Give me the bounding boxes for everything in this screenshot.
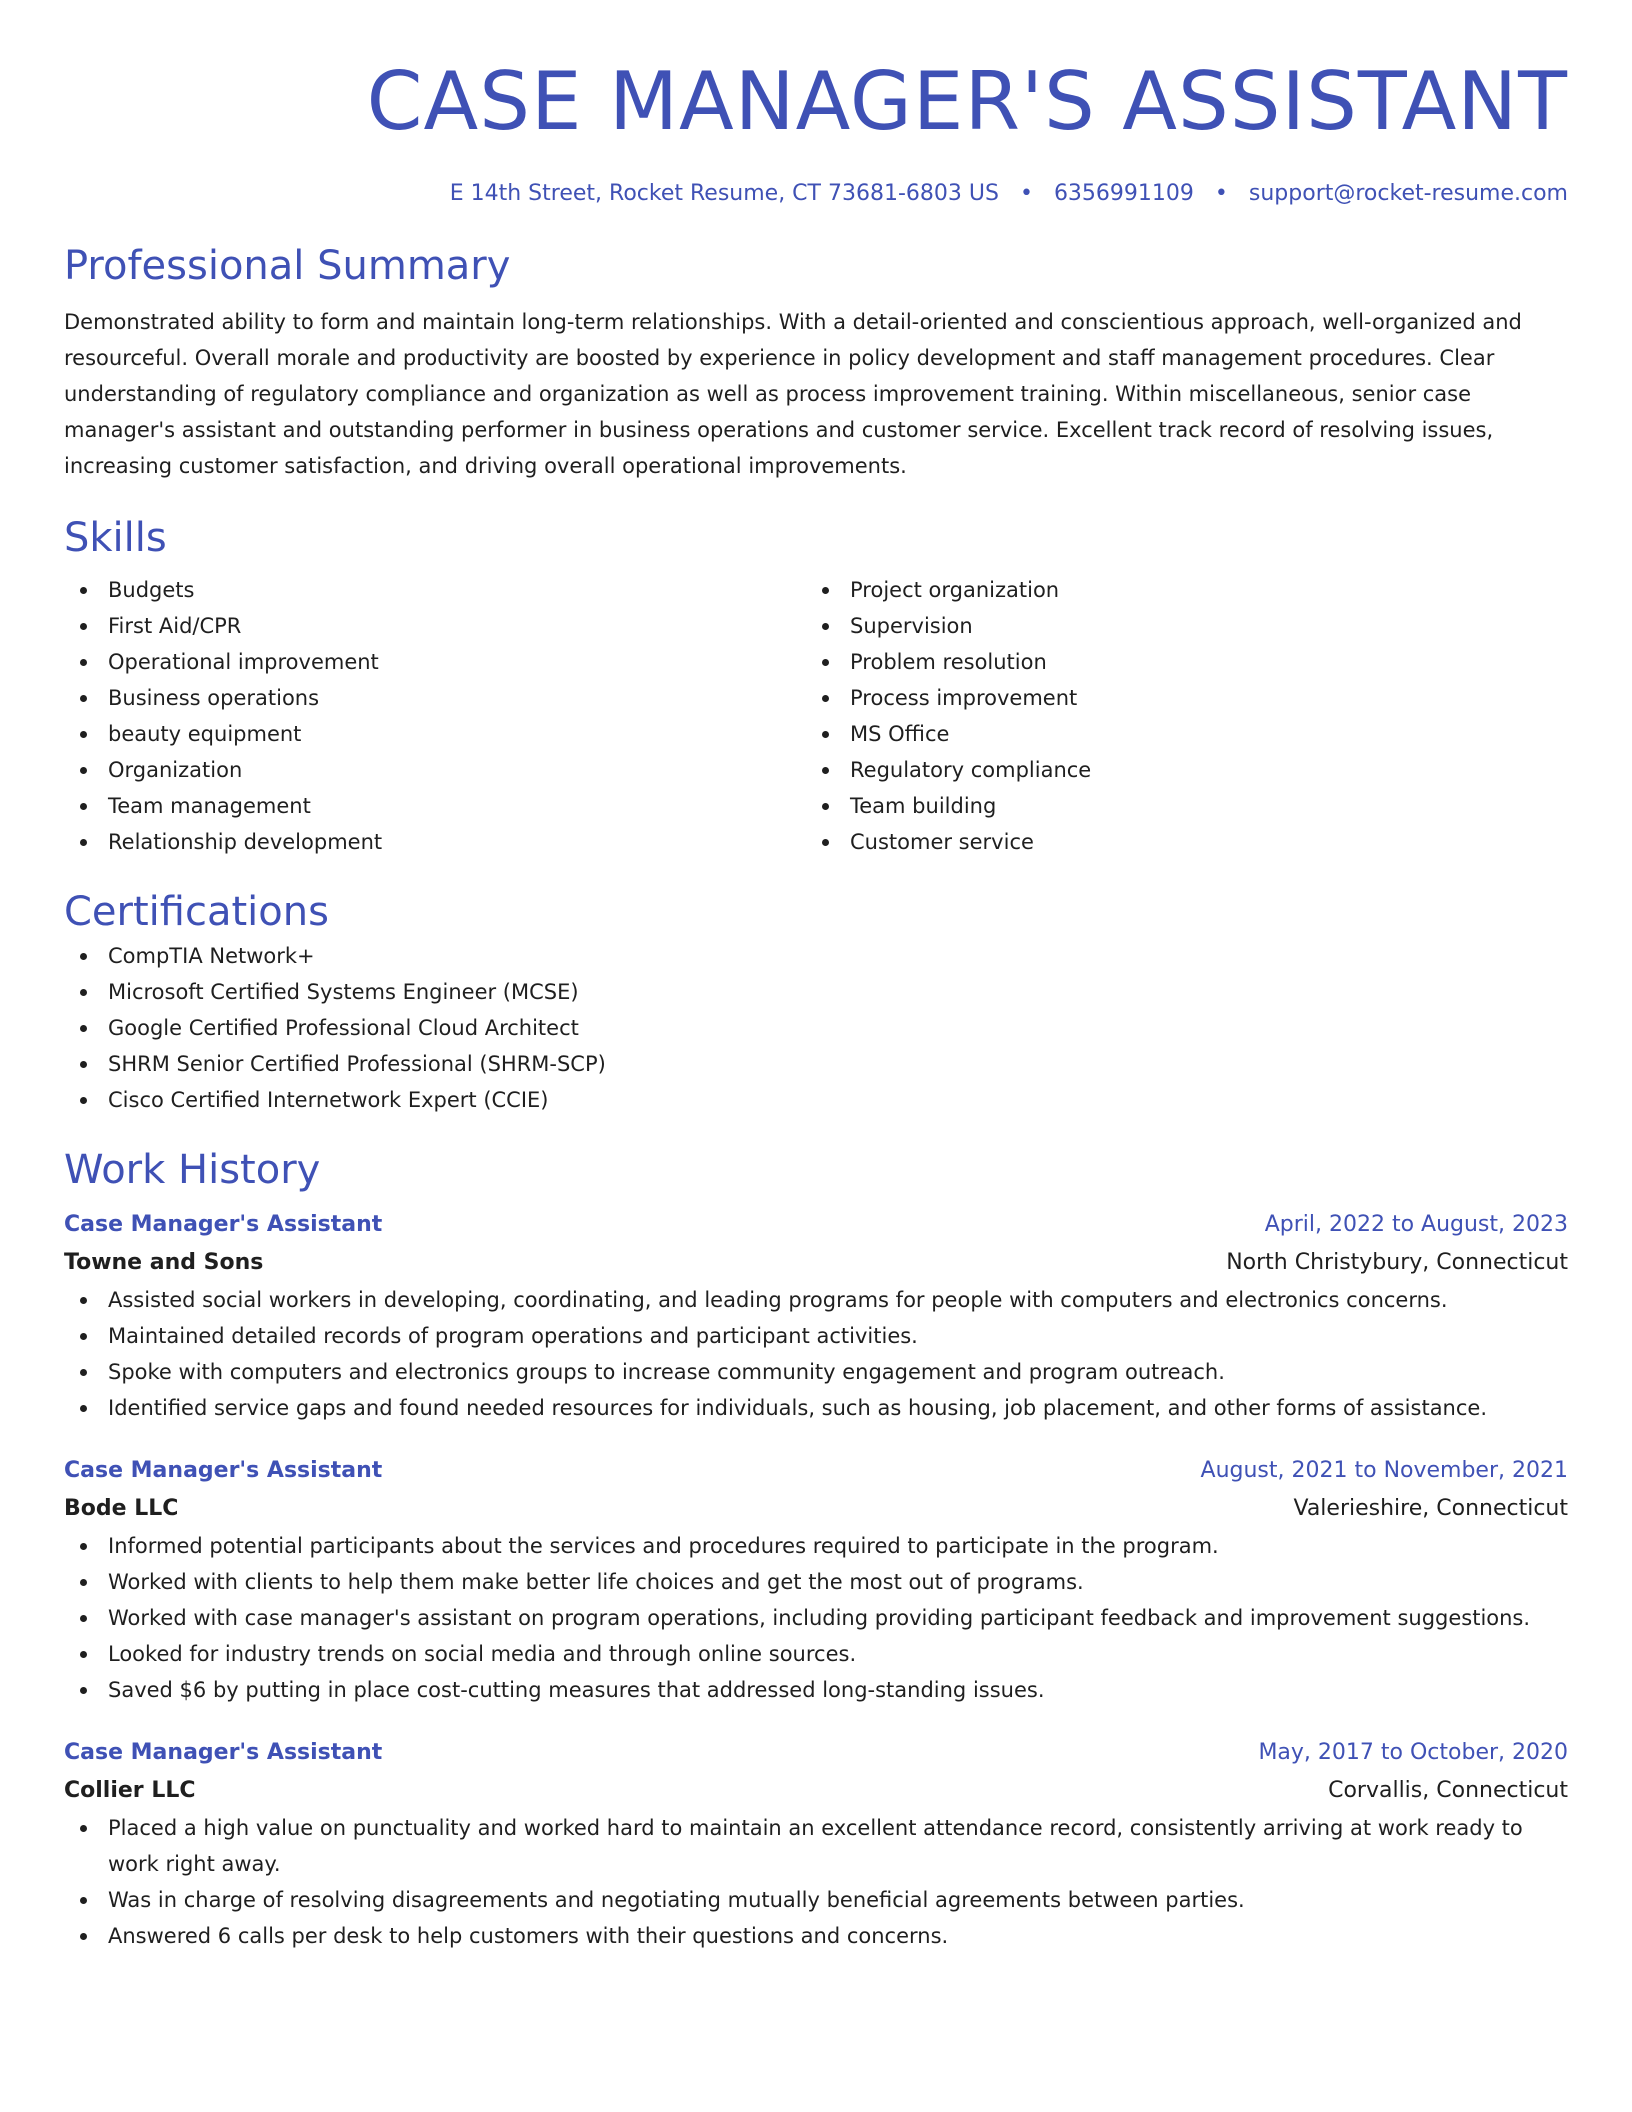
- skill-item: MS Office: [806, 716, 1548, 752]
- job-role: Case Manager's Assistant: [64, 1740, 383, 1765]
- job-location: Corvallis, Connecticut: [1328, 1778, 1568, 1803]
- job-company-row: [64, 1244, 1568, 1282]
- summary-heading: Professional Summary: [64, 243, 511, 289]
- skill-item: Project organization: [806, 572, 1548, 608]
- job-duty: Informed potential participants about the services and procedures required to participate in the program.: [64, 1528, 1568, 1564]
- job-company-row: [64, 1772, 1568, 1810]
- contact-address: E 14th Street, Rocket Resume, CT 73681-6803 US: [449, 181, 999, 206]
- job-dates: April, 2022 to August, 2023: [1264, 1212, 1568, 1237]
- job-entry: [64, 1734, 1568, 1954]
- job-location: North Christybury, Connecticut: [1226, 1250, 1568, 1275]
- job-duty: Worked with clients to help them make better life choices and get the most out of programs.: [64, 1564, 1568, 1600]
- job-company-row: [64, 1490, 1568, 1528]
- job-duty: Spoke with computers and electronics groups to increase community engagement and program outreach.: [64, 1354, 1568, 1390]
- job-role: Case Manager's Assistant: [64, 1212, 383, 1237]
- contact-separator: •: [1019, 181, 1033, 206]
- job-duty: Answered 6 calls per desk to help customers with their questions and concerns.: [64, 1918, 1568, 1954]
- job-duties: [64, 1528, 1568, 1708]
- job-duty: Identified service gaps and found needed resources for individuals, such as housing, job placement, and other forms of assistance.: [64, 1390, 1568, 1426]
- skill-item: Regulatory compliance: [806, 752, 1548, 788]
- job-duty: Saved $6 by putting in place cost-cutting measures that addressed long-standing issues.: [64, 1672, 1568, 1708]
- skills-list-right: [806, 572, 1548, 860]
- job-duty: Was in charge of resolving disagreements and negotiating mutually beneficial agreements between parties.: [64, 1882, 1568, 1918]
- job-duty: Placed a high value on punctuality and worked hard to maintain an excellent attendance record, consistently arriving at work ready to work right away.: [64, 1810, 1568, 1882]
- skill-item: Customer service: [806, 824, 1548, 860]
- job-entry: [64, 1206, 1568, 1426]
- certification-item: Microsoft Certified Systems Engineer (MCSE): [64, 974, 1568, 1010]
- certifications-list: [64, 938, 1568, 1118]
- skills-heading: Skills: [64, 515, 167, 561]
- summary-text: Demonstrated ability to form and maintain long-term relationships. With a detail-oriented and conscientious approach, well-organized and resourceful. Overall morale and productivity are boosted by experience in policy development and staff management procedures. Clear understanding of regulatory compliance and organization as well as process improvement training. Within miscellaneous, senior case manager's assistant and outstanding performer in business operations and customer service. Excellent track record of resolving issues, increasing customer satisfaction, and driving overall operational improvements.: [64, 310, 1522, 478]
- contact-line: [64, 178, 1568, 210]
- certification-item: SHRM Senior Certified Professional (SHRM-SCP): [64, 1046, 1568, 1082]
- skill-item: Team management: [64, 788, 806, 824]
- skill-item: Relationship development: [64, 824, 806, 860]
- job-entry: [64, 1452, 1568, 1708]
- resume-page: [64, 0, 1568, 1954]
- contact-email: support@rocket-resume.com: [1248, 181, 1568, 206]
- job-duty: Maintained detailed records of program operations and participant activities.: [64, 1318, 1568, 1354]
- skill-item: Business operations: [64, 680, 806, 716]
- skill-item: beauty equipment: [64, 716, 806, 752]
- job-company: Bode LLC: [64, 1496, 179, 1521]
- work-history-heading: Work History: [64, 1147, 321, 1193]
- job-header-row: [64, 1452, 1568, 1490]
- job-dates: May, 2017 to October, 2020: [1258, 1740, 1568, 1765]
- skill-item: Problem resolution: [806, 644, 1548, 680]
- job-header-row: [64, 1206, 1568, 1244]
- job-duties: [64, 1282, 1568, 1426]
- skill-item: Organization: [64, 752, 806, 788]
- contact-separator: •: [1214, 181, 1228, 206]
- job-header-row: [64, 1734, 1568, 1772]
- skill-item: Budgets: [64, 572, 806, 608]
- certification-item: Google Certified Professional Cloud Architect: [64, 1010, 1568, 1046]
- certifications-heading: Certifications: [64, 889, 329, 935]
- job-duties: [64, 1810, 1568, 1954]
- certification-item: CompTIA Network+: [64, 938, 1568, 974]
- job-company: Collier LLC: [64, 1778, 196, 1803]
- job-company: Towne and Sons: [64, 1250, 264, 1275]
- job-duty: Assisted social workers in developing, coordinating, and leading programs for people with computers and electronics concerns.: [64, 1282, 1568, 1318]
- job-duty: Looked for industry trends on social media and through online sources.: [64, 1636, 1568, 1672]
- skill-item: First Aid/CPR: [64, 608, 806, 644]
- skills-list-left: [64, 572, 806, 860]
- job-location: Valerieshire, Connecticut: [1293, 1496, 1568, 1521]
- skill-item: Process improvement: [806, 680, 1548, 716]
- skill-item: Operational improvement: [64, 644, 806, 680]
- resume-title: CASE MANAGER'S ASSISTANT: [366, 55, 1568, 148]
- certification-item: Cisco Certified Internetwork Expert (CCIE): [64, 1082, 1568, 1118]
- contact-phone: 6356991109: [1053, 181, 1194, 206]
- job-duty: Worked with case manager's assistant on program operations, including providing participant feedback and improvement suggestions.: [64, 1600, 1568, 1636]
- skill-item: Team building: [806, 788, 1548, 824]
- job-dates: August, 2021 to November, 2021: [1200, 1458, 1568, 1483]
- skills-columns: [64, 572, 1568, 860]
- skill-item: Supervision: [806, 608, 1548, 644]
- job-role: Case Manager's Assistant: [64, 1458, 383, 1483]
